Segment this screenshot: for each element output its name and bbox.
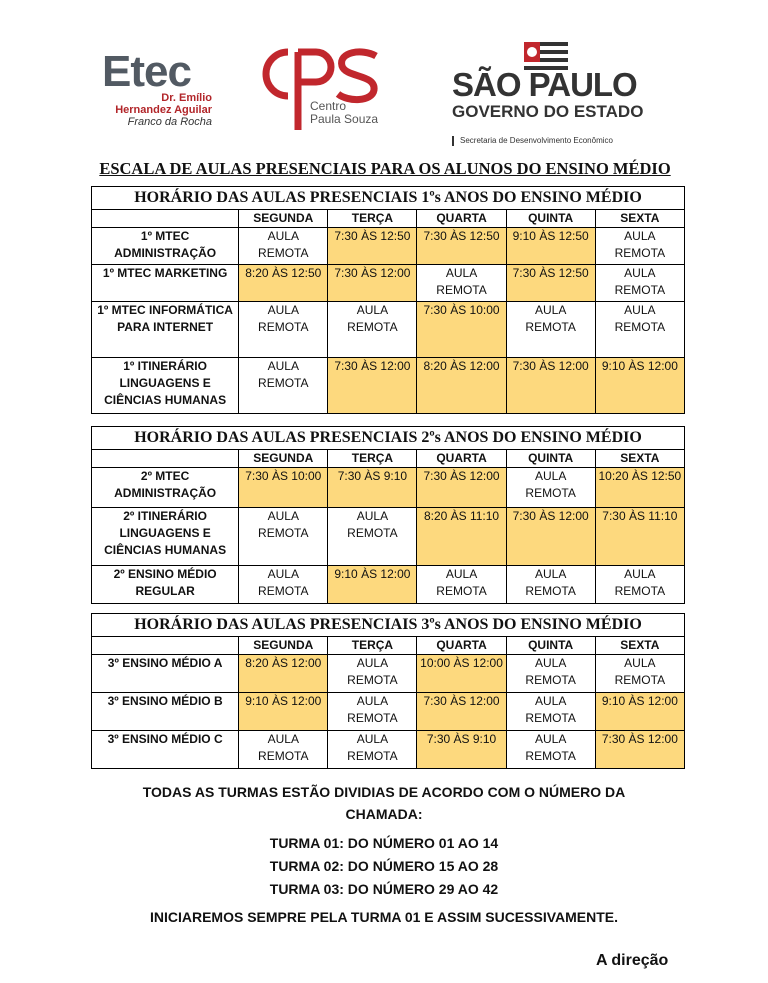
schedule-cell: 7:30 ÀS 12:50 (506, 265, 595, 302)
schedule-cell: 7:30 ÀS 11:10 (595, 508, 684, 566)
course-cell: 1º MTEC MARKETING (92, 265, 239, 302)
day-header: TERÇA (328, 210, 417, 228)
course-cell: 2º ITINERÁRIO LINGUAGENS E CIÊNCIAS HUMANAS (92, 508, 239, 566)
schedule-cell: 9:10 ÀS 12:00 (239, 693, 328, 731)
course-cell: 1º MTEC INFORMÁTICA PARA INTERNET (92, 302, 239, 358)
turma-item: TURMA 01: DO NÚMERO 01 AO 14 (269, 835, 499, 851)
day-header: QUARTA (417, 637, 506, 655)
cps-name-line: Paula Souza (310, 112, 379, 126)
table-row (92, 228, 685, 265)
schedule-cell: 8:20 ÀS 12:50 (239, 265, 328, 302)
schedule-cell: 7:30 ÀS 10:00 (417, 302, 506, 358)
schedule-cell: 7:30 ÀS 12:00 (506, 358, 595, 414)
sp-logo-subtitle: GOVERNO DO ESTADO (452, 102, 644, 121)
schedule-cell: AULA REMOTA (417, 265, 506, 302)
schedule-cell: AULA REMOTA (506, 655, 595, 693)
schedule-cell: AULA REMOTA (506, 693, 595, 731)
sp-secretaria: Secretaria de Desenvolvimento Econômico (452, 136, 613, 146)
empty-header-cell (92, 637, 239, 655)
schedule-cell: AULA REMOTA (506, 468, 595, 508)
day-header: SEGUNDA (239, 210, 328, 228)
cps-logo-name (310, 100, 378, 126)
day-header: QUARTA (417, 450, 506, 468)
schedule-cell: AULA REMOTA (328, 508, 417, 566)
day-header: QUINTA (506, 450, 595, 468)
course-cell: 3º ENSINO MÉDIO A (92, 655, 239, 693)
table-row (92, 655, 685, 693)
cps-name-line: Centro (310, 99, 347, 113)
turma-item: TURMA 03: DO NÚMERO 29 AO 42 (269, 881, 499, 897)
table-row (92, 265, 685, 302)
day-header-row (92, 210, 685, 228)
schedule-cell: AULA REMOTA (506, 302, 595, 358)
schedule-table-3rd-year (91, 613, 685, 769)
schedule-cell: AULA REMOTA (417, 566, 506, 604)
table-row (92, 731, 685, 769)
schedule-cell: 9:10 ÀS 12:00 (595, 693, 684, 731)
schedule-cell: AULA REMOTA (506, 566, 595, 604)
turma-list (0, 832, 768, 901)
schedule-cell: 9:10 ÀS 12:00 (595, 358, 684, 414)
empty-header-cell (92, 450, 239, 468)
etec-logo-line: Franco da Rocha (127, 116, 212, 128)
course-cell: 2º ENSINO MÉDIO REGULAR (92, 566, 239, 604)
etec-logo-line: Dr. Emílio (161, 92, 212, 104)
schedule-cell: AULA REMOTA (328, 693, 417, 731)
schedule-cell: 7:30 ÀS 12:50 (328, 228, 417, 265)
table-row (92, 693, 685, 731)
signature: A direção (596, 952, 669, 969)
day-header: QUINTA (506, 637, 595, 655)
schedule-cell: AULA REMOTA (328, 302, 417, 358)
schedule-cell: 7:30 ÀS 12:00 (328, 265, 417, 302)
schedule-cell: AULA REMOTA (239, 302, 328, 358)
course-cell: 1º MTEC ADMINISTRAÇÃO (92, 228, 239, 265)
table-row (92, 358, 685, 414)
note-division (0, 781, 768, 825)
day-header: TERÇA (328, 637, 417, 655)
schedule-cell: AULA REMOTA (239, 228, 328, 265)
sp-logo (452, 68, 643, 122)
day-header-row (92, 637, 685, 655)
day-header: SEXTA (595, 637, 684, 655)
schedule-cell: 10:20 ÀS 12:50 (595, 468, 684, 508)
schedule-cell: 8:20 ÀS 11:10 (417, 508, 506, 566)
note-start: INICIAREMOS SEMPRE PELA TURMA 01 E ASSIM SUCESSIVAMENTE. (149, 909, 619, 925)
schedule-cell: 7:30 ÀS 9:10 (328, 468, 417, 508)
schedule-cell: AULA REMOTA (595, 228, 684, 265)
etec-logo-line: Hernandez Aguilar (115, 104, 212, 116)
schedule-cell: 7:30 ÀS 12:50 (417, 228, 506, 265)
schedule-cell: 7:30 ÀS 12:00 (417, 693, 506, 731)
schedule-cell: AULA REMOTA (506, 731, 595, 769)
table-row (92, 302, 685, 358)
turma-item: TURMA 02: DO NÚMERO 15 AO 28 (269, 858, 499, 874)
table-row (92, 566, 685, 604)
page-title: ESCALA DE AULAS PRESENCIAIS PARA OS ALUNOS DO ENSINO MÉDIO (99, 159, 671, 178)
etec-logo-word: Etec (102, 47, 191, 96)
schedule-cell: 7:30 ÀS 9:10 (417, 731, 506, 769)
course-cell: 3º ENSINO MÉDIO B (92, 693, 239, 731)
course-cell: 2º MTEC ADMINISTRAÇÃO (92, 468, 239, 508)
table-title: HORÁRIO DAS AULAS PRESENCIAIS 1ºs ANOS DO ENSINO MÉDIO (92, 187, 685, 210)
course-cell: 1º ITINERÁRIO LINGUAGENS E CIÊNCIAS HUMANAS (92, 358, 239, 414)
note-division-text: TODAS AS TURMAS ESTÃO DIVIDIAS DE ACORDO COM O NÚMERO DA CHAMADA: (142, 784, 626, 822)
sp-logo-title: SÃO PAULO (452, 66, 637, 103)
schedule-cell: 7:30 ÀS 12:00 (417, 468, 506, 508)
schedule-cell: AULA REMOTA (328, 731, 417, 769)
schedule-cell: AULA REMOTA (595, 302, 684, 358)
course-cell: 3º ENSINO MÉDIO C (92, 731, 239, 769)
schedule-cell: AULA REMOTA (239, 731, 328, 769)
schedule-cell: 8:20 ÀS 12:00 (417, 358, 506, 414)
schedule-cell: AULA REMOTA (595, 566, 684, 604)
table-row (92, 508, 685, 566)
etec-logo (102, 47, 212, 128)
table-row (92, 468, 685, 508)
empty-header-cell (92, 210, 239, 228)
day-header: QUARTA (417, 210, 506, 228)
table-title: HORÁRIO DAS AULAS PRESENCIAIS 3ºs ANOS DO ENSINO MÉDIO (92, 614, 685, 637)
schedule-cell: AULA REMOTA (239, 358, 328, 414)
schedule-cell: AULA REMOTA (328, 655, 417, 693)
day-header: SEXTA (595, 210, 684, 228)
schedule-table-2nd-year (91, 426, 685, 604)
day-header: QUINTA (506, 210, 595, 228)
schedule-cell: AULA REMOTA (595, 265, 684, 302)
schedule-cell: 7:30 ÀS 10:00 (239, 468, 328, 508)
schedule-cell: 9:10 ÀS 12:00 (328, 566, 417, 604)
day-header: SEGUNDA (239, 637, 328, 655)
schedule-cell: AULA REMOTA (239, 508, 328, 566)
schedule-cell: 9:10 ÀS 12:50 (506, 228, 595, 265)
logo-bar (0, 40, 768, 155)
schedule-cell: 7:30 ÀS 12:00 (328, 358, 417, 414)
table-title: HORÁRIO DAS AULAS PRESENCIAIS 2ºs ANOS DO ENSINO MÉDIO (92, 427, 685, 450)
schedule-cell: AULA REMOTA (595, 655, 684, 693)
schedule-cell: 7:30 ÀS 12:00 (506, 508, 595, 566)
day-header: SEXTA (595, 450, 684, 468)
day-header: TERÇA (328, 450, 417, 468)
schedule-table-1st-year (91, 186, 685, 414)
day-header-row (92, 450, 685, 468)
schedule-cell: 10:00 ÀS 12:00 (417, 655, 506, 693)
schedule-cell: AULA REMOTA (239, 566, 328, 604)
schedule-cell: 8:20 ÀS 12:00 (239, 655, 328, 693)
day-header: SEGUNDA (239, 450, 328, 468)
schedule-cell: 7:30 ÀS 12:00 (595, 731, 684, 769)
